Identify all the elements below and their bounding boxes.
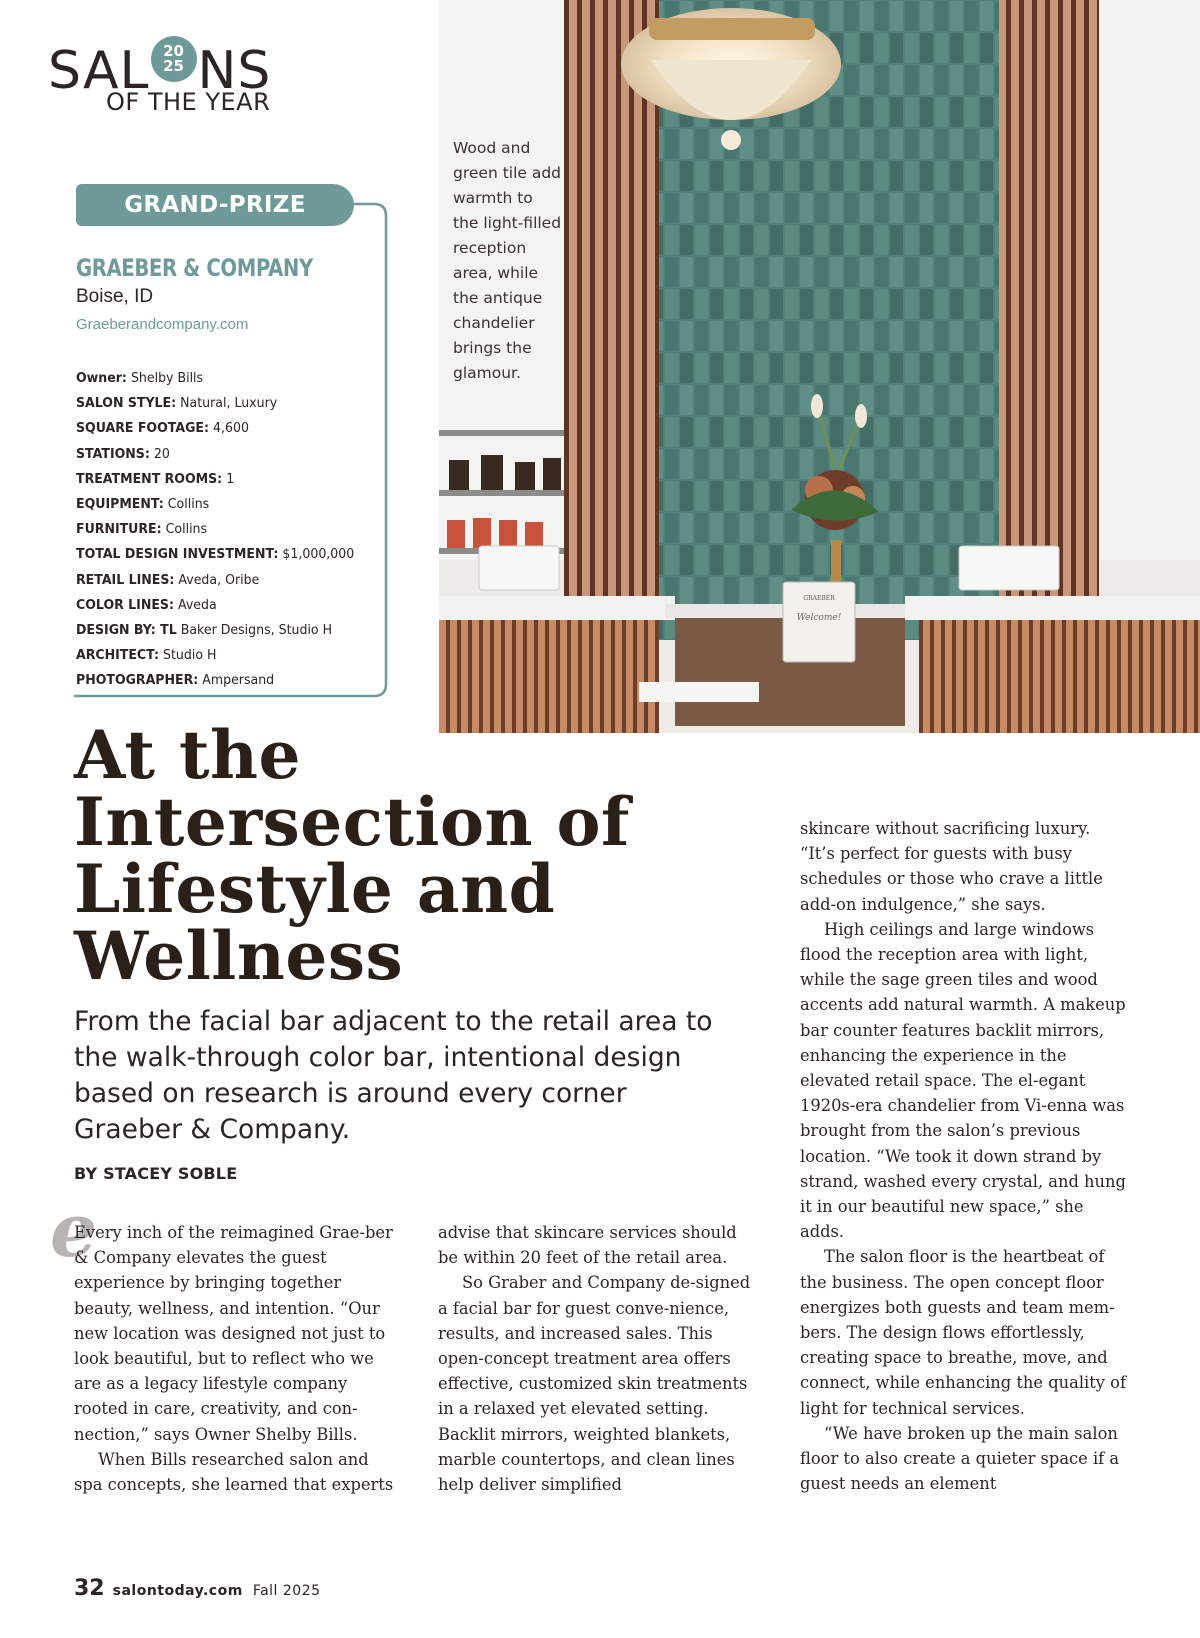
salons-of-the-year-logo — [48, 36, 288, 116]
paragraph: So Graber and Company de-signed a facial bar for guest conve-nience, results, and increased sales. This open-concept treatment area offers effective, customized skin treatments in a relaxed yet elevated setting. Backlit mirrors, weighted blankets, marble countertops, and clean lines help deliver simplified — [438, 1273, 751, 1495]
fact-label: ARCHITECT: — [76, 647, 160, 664]
paragraph: skincare without sacrificing luxury. “It’s perfect for guests with busy schedules or those who crave a little add-on indulgence,” she says. — [800, 819, 1103, 914]
fact-label: PHOTOGRAPHER: — [76, 672, 199, 689]
fact-value: Collins — [167, 496, 210, 513]
fact-label: TREATMENT ROOMS: — [76, 470, 223, 487]
salon-fact-item — [76, 442, 355, 467]
fact-label: EQUIPMENT: — [76, 496, 164, 513]
salon-fact-item — [76, 366, 355, 391]
page-number: 32 — [74, 1576, 105, 1601]
fact-value: Aveda, Oribe — [178, 571, 260, 588]
salon-fact-item — [76, 568, 355, 593]
fact-value: 4,600 — [212, 420, 249, 437]
salon-fact-item — [76, 517, 355, 542]
fact-value: Studio H — [163, 647, 217, 664]
fact-value: Ampersand — [202, 672, 275, 689]
article-byline: BY STACEY SOBLE — [74, 1164, 238, 1183]
photo-caption: Wood and green tile add warmth to the light-filled reception area, while the antique chandelier brings the glamour. — [453, 139, 562, 382]
fact-value: Natural, Luxury — [180, 395, 278, 412]
salon-facts-list — [76, 366, 355, 694]
article-deck: From the facial bar adjacent to the retail area to the walk-through color bar, intentional design based on research is around every corner Graeber & Company. — [74, 1006, 713, 1145]
footer-site[interactable]: salontoday.com — [112, 1583, 243, 1599]
salon-fact-item — [76, 668, 355, 693]
logo-year-badge: 20 25 — [151, 36, 197, 82]
salon-fact-item — [76, 391, 355, 416]
footer-issue: Fall 2025 — [252, 1583, 321, 1599]
body-column-2 — [438, 1220, 758, 1497]
paragraph: advise that skincare services should be within 20 feet of the retail area. — [438, 1223, 737, 1268]
fact-label: Owner: — [76, 370, 127, 386]
page-footer — [74, 1576, 321, 1601]
fact-label: SQUARE FOOTAGE: — [76, 420, 209, 437]
fact-label: COLOR LINES: — [76, 596, 174, 613]
body-column-1 — [74, 1220, 394, 1497]
article-headline: At the Intersection of Lifestyle and Wellness — [74, 716, 630, 995]
fact-label: STATIONS: — [76, 445, 150, 462]
salon-fact-item — [76, 593, 355, 618]
paragraph: High ceilings and large windows flood the reception area with light, while the sage green tiles and wood accents add natural warmth. A makeup bar counter features backlit mirrors, enhancing the experience in the elevated retail space. The el-egant 1920s-era chandelier from Vi-enna was brought from the salon’s previous location. “We took it down strand by strand, washed every crystal, and hung it in our beautiful new space,” she adds. — [800, 919, 1126, 1242]
salon-location: Boise, ID — [76, 286, 154, 307]
fact-label: SALON STYLE: — [76, 395, 177, 412]
sign-brand: GRAEBER — [803, 595, 835, 602]
paragraph: The salon floor is the heartbeat of the business. The open concept floor energizes both guests and team mem-bers. The design flows effortlessly, creating space to breathe, move, and connect, while enhancing the quality of light for technical services. — [800, 1247, 1127, 1418]
fact-value: Collins — [165, 521, 208, 538]
fact-label: TOTAL DESIGN INVESTMENT: — [76, 546, 279, 563]
paragraph: Every inch of the reimagined Grae-ber & Company elevates the guest experience by bringing together beauty, wellness, and intention. “Our new location was designed not just to look beautiful, but to reflect who we are as a legacy lifestyle company rooted in care, creativity, and con-nection,” says Owner Shelby Bills. — [74, 1223, 393, 1444]
fact-label: RETAIL LINES: — [76, 571, 175, 588]
fact-value: 1 — [226, 470, 235, 487]
paragraph: When Bills researched salon and spa concepts, she learned that experts — [74, 1449, 394, 1495]
logo-wordmark: SAL 20 25 NS — [48, 36, 271, 99]
salon-fact-item — [76, 542, 355, 567]
paragraph: “We have broken up the main salon floor to also create a quieter space if a guest needs an element — [800, 1423, 1120, 1494]
body-column-3 — [800, 816, 1126, 1496]
salon-name: GRAEBER & COMPANY — [76, 254, 313, 282]
fact-value: 20 — [153, 445, 170, 462]
fact-label: FURNITURE: — [76, 521, 162, 538]
fact-value: Baker Designs, Studio H — [180, 622, 333, 639]
fact-label: DESIGN BY: TL — [76, 622, 177, 639]
salon-fact-item — [76, 618, 355, 643]
drop-cap: e — [50, 1188, 98, 1274]
salon-fact-item — [76, 467, 355, 492]
salon-fact-item — [76, 416, 355, 441]
salon-fact-item — [76, 643, 355, 668]
fact-value: $1,000,000 — [282, 546, 355, 563]
grand-prize-badge: GRAND-PRIZE WINNER — [76, 184, 354, 226]
fact-value: Aveda — [177, 596, 217, 613]
fact-value: Shelby Bills — [130, 370, 204, 386]
logo-subtitle: OF THE YEAR — [106, 88, 271, 116]
salon-website-link[interactable]: Graeberandcompany.com — [76, 316, 249, 333]
salon-fact-item — [76, 492, 355, 517]
sign-welcome: Welcome! — [796, 613, 842, 623]
